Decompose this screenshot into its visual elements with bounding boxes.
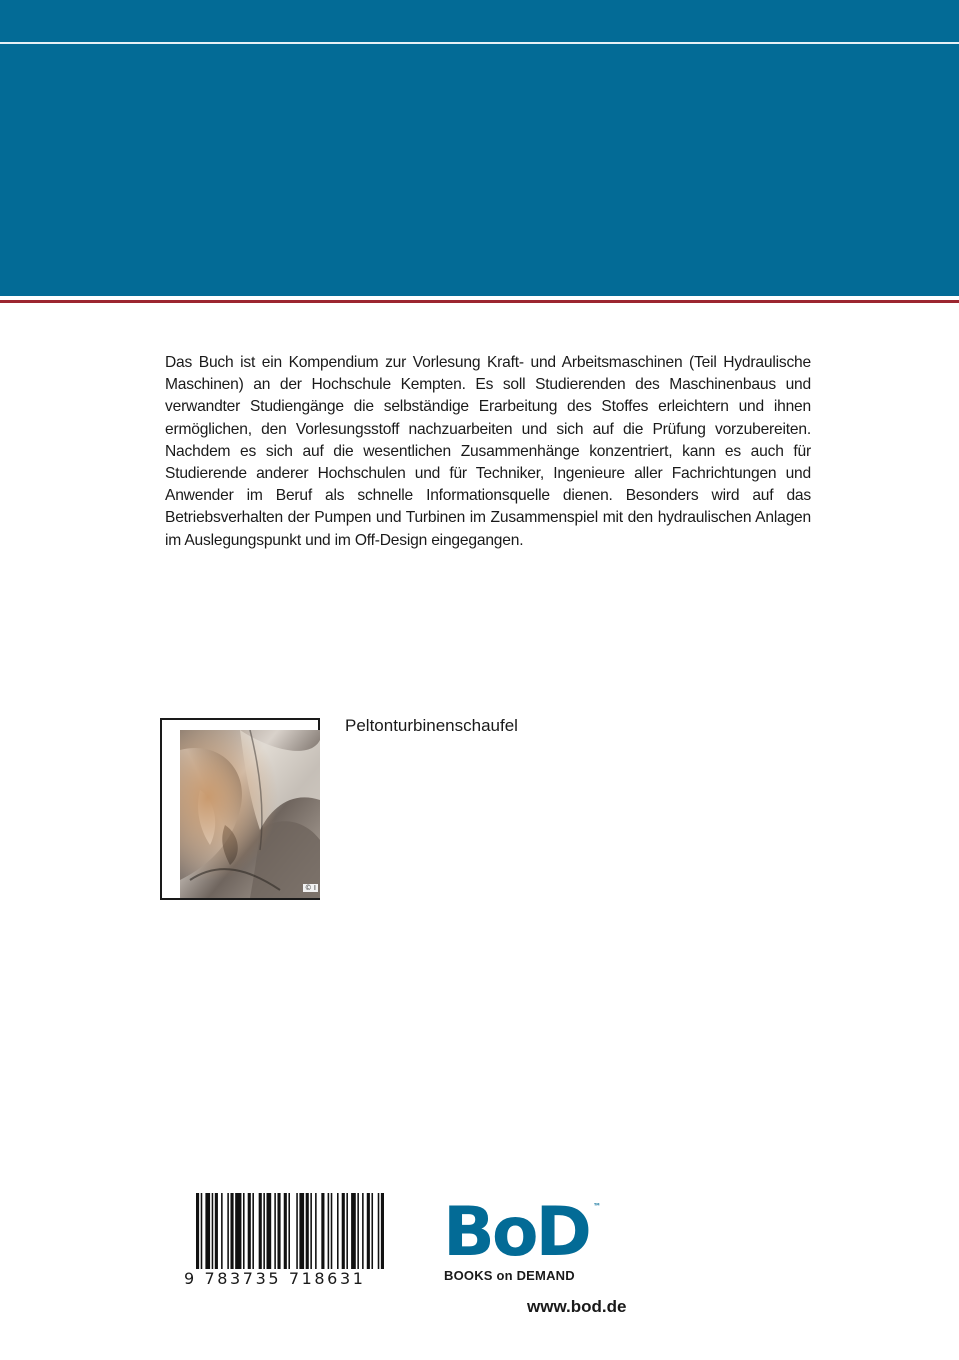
barcode-bar: [337, 1193, 339, 1269]
barcode-bar: [196, 1193, 199, 1269]
barcode-bar: [288, 1193, 290, 1269]
photo-frame: [160, 718, 320, 900]
barcode-bar: [378, 1193, 380, 1269]
publisher-url[interactable]: www.bod.de: [527, 1297, 627, 1316]
barcode-bar: [315, 1193, 317, 1269]
barcode-bar: [205, 1193, 210, 1269]
barcode-bars: [196, 1193, 384, 1269]
barcode-bar: [381, 1193, 384, 1269]
barcode-bar: [342, 1193, 345, 1269]
barcode-bar: [235, 1193, 241, 1269]
barcode-bar: [274, 1193, 276, 1269]
pelton-bucket-photo: [180, 730, 320, 898]
barcode-bar: [321, 1193, 324, 1269]
barcode-bar: [221, 1193, 223, 1269]
photo-copyright: © I: [304, 884, 316, 892]
barcode-bar: [328, 1193, 330, 1269]
publisher-logo: [443, 1193, 618, 1290]
barcode-bar: [267, 1193, 272, 1269]
barcode-bar: [227, 1193, 229, 1269]
barcode-bar: [263, 1193, 265, 1269]
barcode-bar: [367, 1193, 370, 1269]
barcode-bar: [230, 1193, 233, 1269]
barcode-bar: [212, 1193, 214, 1269]
barcode-bar: [331, 1193, 333, 1269]
header-band: [0, 0, 959, 296]
barcode-bar: [306, 1193, 309, 1269]
photo-caption: Peltonturbinenschaufel: [345, 716, 518, 735]
header-accent-line: [0, 300, 959, 303]
trademark-symbol: ™: [593, 1202, 601, 1211]
barcode-bar: [215, 1193, 218, 1269]
publisher-tagline: BOOKS on DEMAND: [444, 1268, 575, 1283]
pelton-bucket-image: [180, 730, 320, 898]
barcode-svg: [196, 1193, 384, 1269]
barcode-bar: [252, 1193, 254, 1269]
isbn-barcode: [182, 1193, 390, 1293]
barcode-bar: [357, 1193, 359, 1269]
barcode-digits: 9 783735 718631: [184, 1269, 366, 1288]
barcode-bar: [296, 1193, 298, 1269]
barcode-bar: [310, 1193, 312, 1269]
barcode-bar: [243, 1193, 245, 1269]
back-cover-blurb: Das Buch ist ein Kompendium zur Vorlesung Kraft- und Arbeitsmaschinen (Teil Hydraulische Maschinen) an der Hochschule Kempten. Es soll Studierenden des Maschinenbaus und verwandter Studiengänge die selbständige Erarbeitung des Stoffes erleichtern und ihnen ermöglichen, den Vorlesungsstoff nachzuarbeiten und sich auf die Prüfung vorzubereiten. Nachdem es sich auf die wesentlichen Zusammenhänge konzentriert, kann es auch für Studierende anderer Hochschulen und für Techniker, Ingenieure aller Fachrichtungen und Anwender im Beruf als schnelle Informationsquelle dienen. Besonders wird auf das Betriebsverhalten der Pumpen und Turbinen im Zusammenspiel mit den hydraulischen Anlagen im Auslegungspunkt und im Off-Design eingegangen.: [165, 354, 811, 549]
barcode-bar: [201, 1193, 203, 1269]
barcode-bar: [346, 1193, 348, 1269]
barcode-bar: [299, 1193, 304, 1269]
barcode-bar: [284, 1193, 287, 1269]
barcode-bar: [371, 1193, 373, 1269]
barcode-bar: [362, 1193, 364, 1269]
barcode-bar: [259, 1193, 262, 1269]
barcode-bar: [248, 1193, 251, 1269]
publisher-logo-wordmark: BoD: [443, 1193, 589, 1272]
barcode-bar: [351, 1193, 356, 1269]
header-thin-line: [0, 42, 959, 44]
barcode-bar: [277, 1193, 280, 1269]
